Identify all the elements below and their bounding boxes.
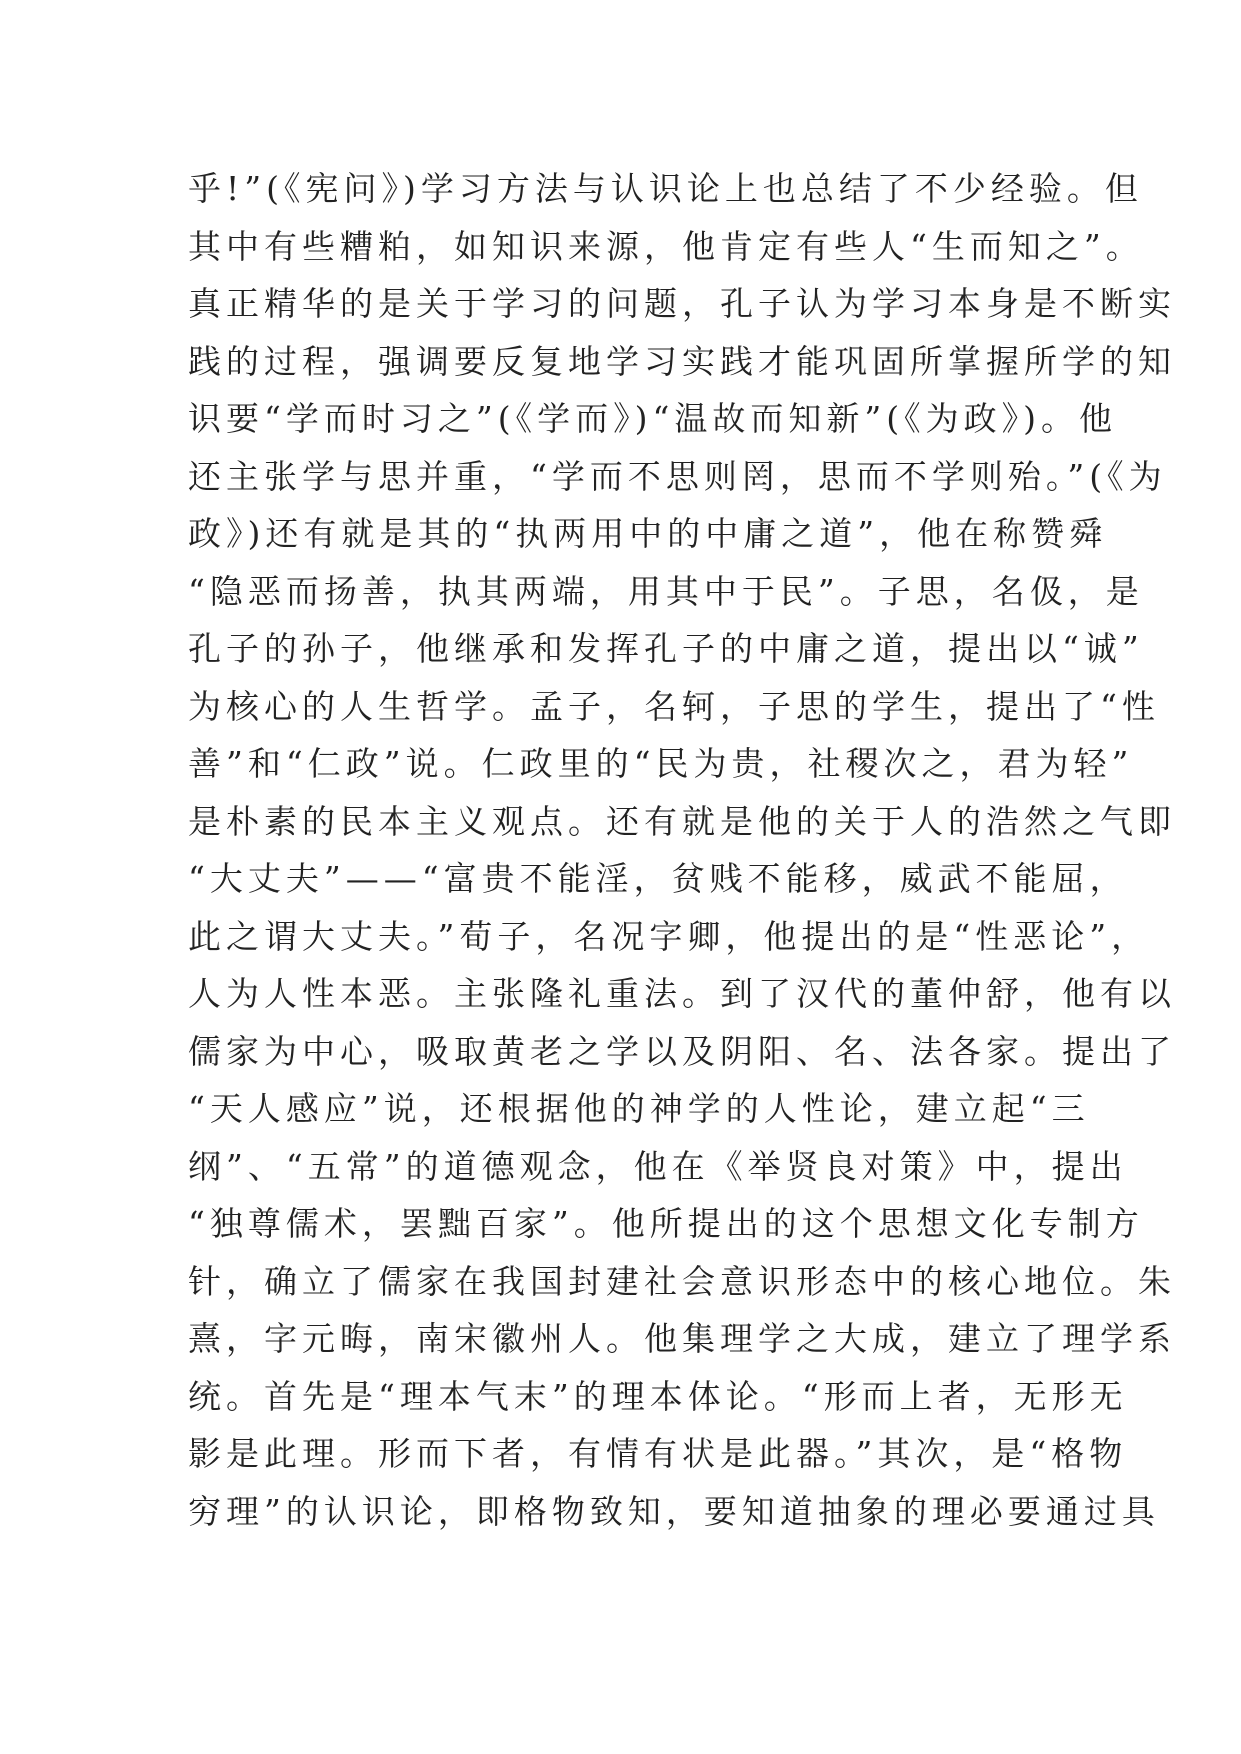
body-text [188,160,1176,1540]
text-line: 乎!”(《宪问》)学习方法与认识论上也总结了不少经验。但 [188,169,1143,208]
text-line: 其中有些糟粕，如知识来源，他肯定有些人“生而知之”。 [188,226,1144,266]
text-line: “独尊儒术，罢黜百家”。他所提出的这个思想文化专制方 [188,1204,1144,1243]
text-line: 还主张学与思并重，“学而不思则罔，思而不学则殆。”(《为 [188,456,1167,496]
text-line: 纲”、“五常”的道德观念，他在《举贤良对策》中，提出 [188,1146,1128,1186]
text-line: 穷理”的认识论，即格物致知，要知道抽象的理必要通过具 [188,1491,1160,1531]
text-line: 影是此理。形而下者，有情有状是此器。”其次，是“格物 [188,1434,1128,1473]
text-line: 熹，字元晦，南宋徽州人。他集理学之大成，建立了理学系 [188,1319,1176,1358]
text-line: 此之谓大丈夫。”荀子，名况字卿，他提出的是“性恶论”， [188,916,1150,956]
text-line: “隐恶而扬善，执其两端，用其中于民”。子思，名伋，是 [188,571,1144,611]
text-line: 善”和“仁政”说。仁政里的“民为贵，社稷次之，君为轻” [188,744,1134,783]
text-line: 统。首先是“理本气末”的理本体论。“形而上者，无形无 [188,1376,1128,1416]
text-line: “天人感应”说，还根据他的神学的人性论，建立起“三 [188,1089,1090,1128]
text-line: 真正精华的是关于学习的问题，孔子认为学习本身是不断实 [188,284,1176,323]
text-line: 政》)还有就是其的“执两用中的中庸之道”，他在称赞舜 [188,514,1108,553]
text-line: “大丈夫”——“富贵不能淫，贫贱不能移，威武不能屈， [188,859,1128,898]
text-line: 孔子的孙子，他继承和发挥孔子的中庸之道，提出以“诚” [188,629,1144,668]
text-line: 针，确立了儒家在我国封建社会意识形态中的核心地位。朱 [188,1261,1176,1301]
text-line: 人为人性本恶。主张隆礼重法。到了汉代的董仲舒，他有以 [188,974,1176,1013]
text-line: 识要“学而时习之”(《学而》)“温故而知新”(《为政》)。他 [188,399,1117,438]
text-line: 是朴素的民本主义观点。还有就是他的关于人的浩然之气即 [188,801,1176,841]
text-line: 为核心的人生哲学。孟子，名轲，子思的学生，提出了“性 [188,686,1160,726]
text-line: 践的过程，强调要反复地学习实践才能巩固所掌握所学的知 [188,341,1176,381]
text-line: 儒家为中心，吸取黄老之学以及阴阳、名、法各家。提出了 [188,1031,1176,1071]
